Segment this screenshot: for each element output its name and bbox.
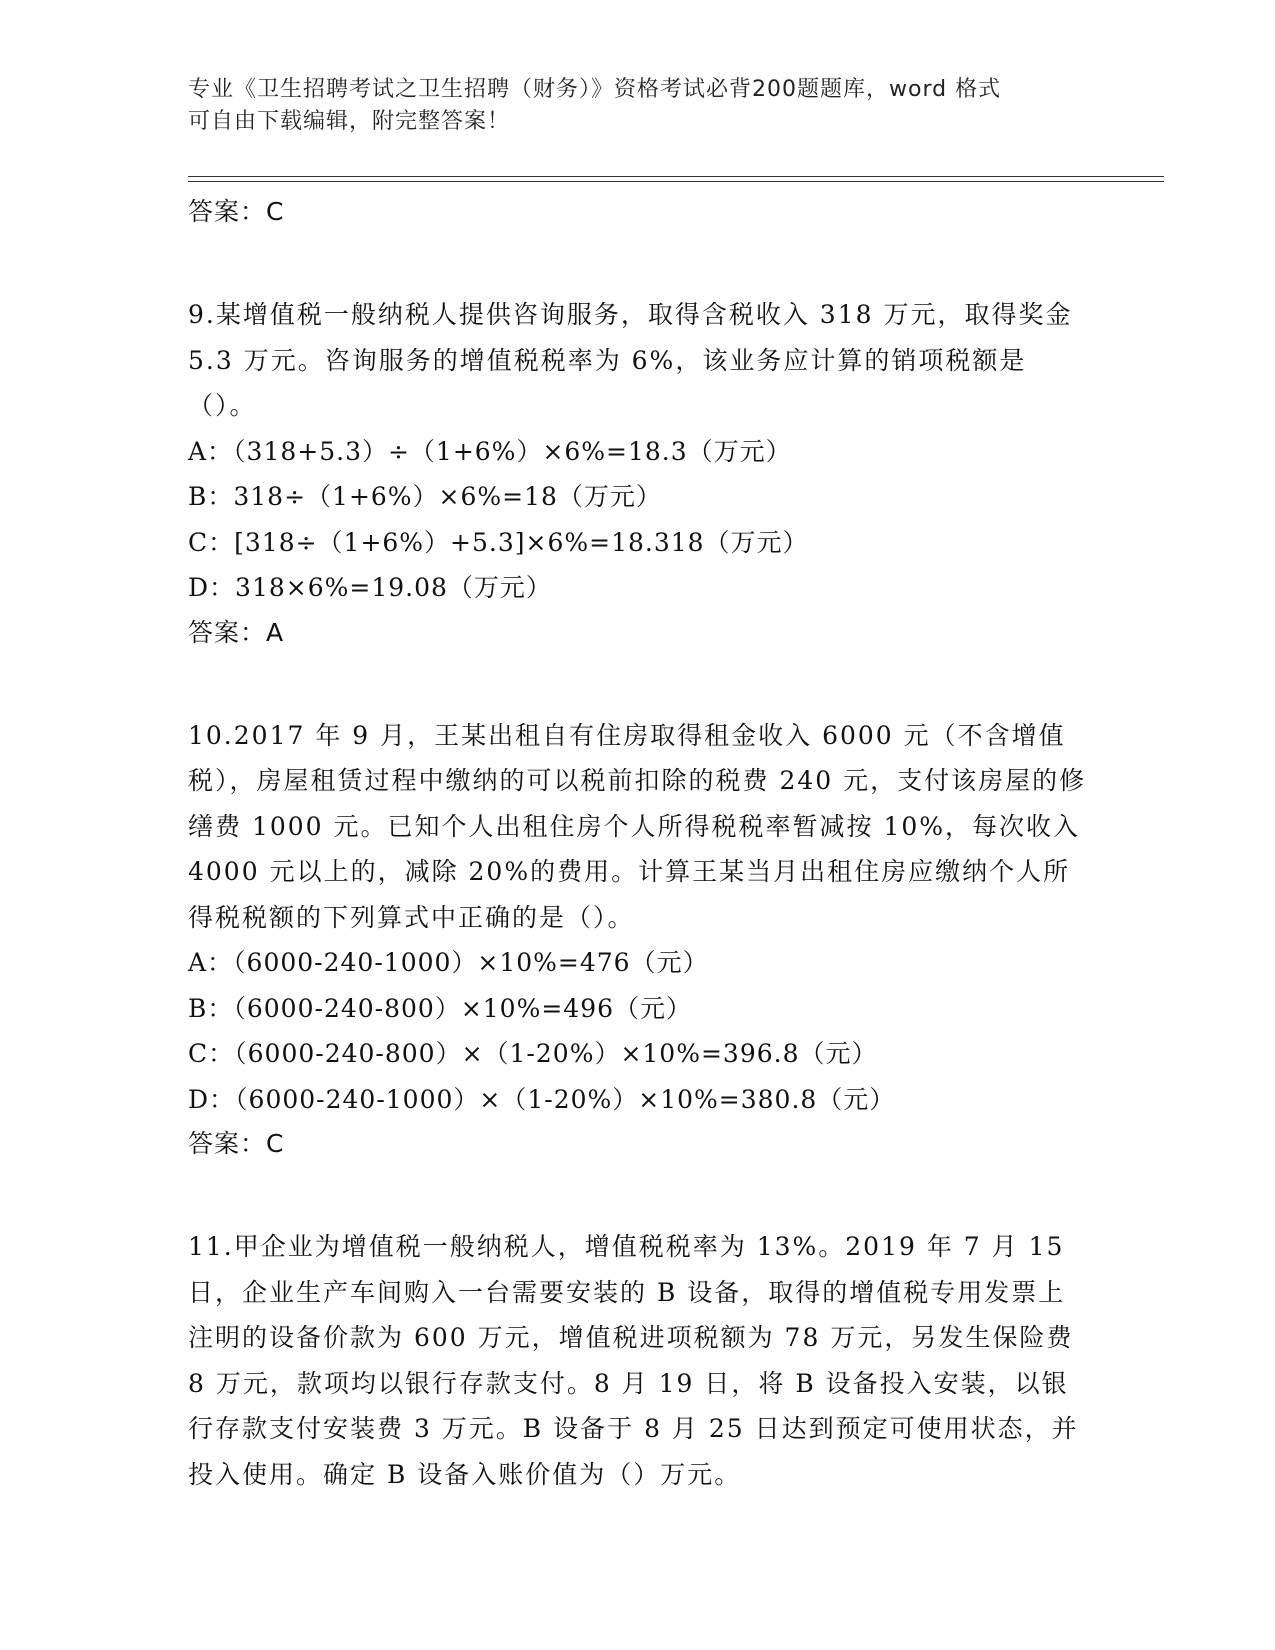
page-header [188, 74, 1068, 138]
question-11 [188, 1224, 1088, 1497]
option-c: C：[318÷（1+6%）+5.3]×6%=18.318（万元） [188, 527, 809, 557]
document-body [188, 190, 1088, 1497]
option-b: B：（6000-240-800）×10%=496（元） [188, 993, 693, 1023]
header-title-line-1: 专业《卫生招聘考试之卫生招聘（财务）》资格考试必背200题题库，word 格式 [188, 77, 1002, 102]
header-title-line-2: 可自由下载编辑，附完整答案！ [188, 109, 511, 134]
option-b: B：318÷（1+6%）×6%=18（万元） [188, 482, 662, 511]
option-d: D：318×6%=19.08（万元） [188, 573, 552, 602]
answer: 答案：C [188, 1129, 285, 1158]
option-d: D：（6000-240-1000）×（1-20%）×10%=380.8（元） [188, 1084, 896, 1114]
option-a: A：（6000-240-1000）×10%=476（元） [188, 948, 709, 977]
question-9 [188, 292, 1088, 655]
answer: 答案：A [188, 617, 285, 647]
question-text: 9.某增值税一般纳税人提供咨询服务，取得含税收入 318 万元，取得奖金 5.3 万元。咨询服务的增值税税率为 6%，该业务应计算的销项税额是（）。 [188, 300, 1073, 420]
previous-answer: 答案：C [188, 197, 285, 226]
question-10 [188, 713, 1088, 1167]
question-text: 11.甲企业为增值税一般纳税人，增值税税率为 13%。2019 年 7 月 15 日，企业生产车间购入一台需要安装的 B 设备，取得的增值税专用发票上注明的设备价款为 600 万元，增值税进项税额为 78 万元，另发生保险费 8 万元，款项均以银行存款支付。8 月 19 日，将 B 设备投入安装，以银行存款支付安装费 3 万元。B 设备于 8 月 25 日达到预定可使用状态，并投入使用。确定 B 设备入账价值为（）万元。 [188, 1232, 1079, 1489]
header-divider [188, 176, 1164, 182]
option-a: A：（318+5.3）÷（1+6%）×6%=18.3（万元） [188, 436, 792, 466]
option-c: C：（6000-240-800）×（1-20%）×10%=396.8（元） [188, 1039, 878, 1068]
question-text: 10.2017 年 9 月，王某出租自有住房取得租金收入 6000 元（不含增值税），房屋租赁过程中缴纳的可以税前扣除的税费 240 元，支付该房屋的修缮费 1000 元。已知个人出租住房个人所得税税率暂减按 10%，每次收入 4000 元以上的，减除 20%的费用。计算王某当月出租住房应缴纳个人所得税税额的下列算式中正确的是（）。 [188, 720, 1087, 932]
